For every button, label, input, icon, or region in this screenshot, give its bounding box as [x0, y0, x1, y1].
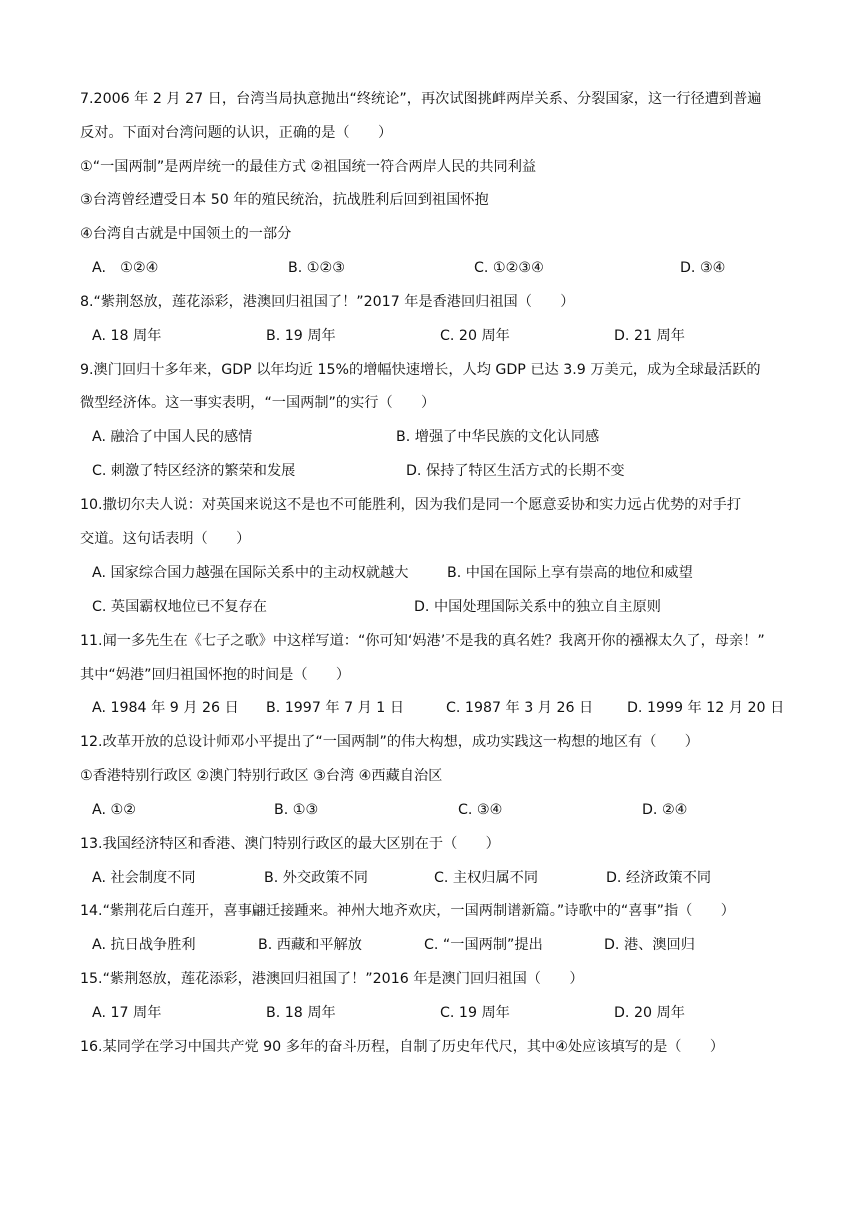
question-8-stem: 8.“紫荆怒放，莲花添彩，港澳回归祖国了！”2017 年是香港回归祖国（ ） [80, 294, 575, 310]
question-9-option-c: C. 刺激了特区经济的繁荣和发展 [92, 463, 296, 479]
question-10-stem-line-1: 10.撒切尔夫人说：对英国来说这不是也不可能胜利，因为我们是同一个愿意妥协和实力远占优势的对手打 [80, 497, 742, 513]
question-16-stem: 16.某同学在学习中国共产党 90 多年的奋斗历程，自制了历史年代尺，其中④处应该填写的是（ ） [80, 1039, 725, 1055]
question-13-option-c: C. 主权归属不同 [434, 870, 539, 886]
question-7-option-b: B. ①②③ [288, 260, 345, 276]
question-13-option-b: B. 外交政策不同 [264, 870, 368, 886]
question-14-option-b: B. 西藏和平解放 [258, 937, 362, 953]
question-12-stem: 12.改革开放的总设计师邓小平提出了“一国两制”的伟大构想，成功实践这一构想的地区有（ ） [80, 734, 699, 750]
question-15-option-d: D. 20 周年 [614, 1005, 685, 1021]
question-14-stem: 14.“紫荆花后白莲开，喜事翩迁接踵来。神州大地齐欢庆，一国两制谱新篇。”诗歌中的“喜事”指（ ） [80, 903, 735, 919]
question-13-option-a: A. 社会制度不同 [92, 870, 196, 886]
question-7-option-a: A. ①②④ [92, 260, 159, 276]
question-12-option-a: A. ①② [92, 802, 136, 818]
question-15-option-b: B. 18 周年 [266, 1005, 336, 1021]
question-12-option-c: C. ③④ [458, 802, 503, 818]
question-7-item-2: ③台湾曾经遭受日本 50 年的殖民统治，抗战胜利后回到祖国怀抱 [80, 192, 489, 208]
question-11-option-c: C. 1987 年 3 月 26 日 [446, 700, 594, 716]
question-14-option-a: A. 抗日战争胜利 [92, 937, 196, 953]
question-7-option-c: C. ①②③④ [474, 260, 544, 276]
question-8-option-d: D. 21 周年 [614, 328, 685, 344]
question-10-stem-line-2: 交道。这句话表明（ ） [80, 531, 251, 547]
question-8-option-b: B. 19 周年 [266, 328, 336, 344]
question-11-option-a: A. 1984 年 9 月 26 日 [92, 700, 239, 716]
question-7-item-1: ①“一国两制”是两岸统一的最佳方式 ②祖国统一符合两岸人民的共同利益 [80, 159, 537, 175]
question-9-option-b: B. 增强了中华民族的文化认同感 [396, 429, 600, 445]
question-11-option-d: D. 1999 年 12 月 20 日 [627, 700, 785, 716]
question-10-option-d: D. 中国处理国际关系中的独立自主原则 [414, 599, 661, 615]
question-8-option-a: A. 18 周年 [92, 328, 162, 344]
question-11-option-b: B. 1997 年 7 月 1 日 [266, 700, 405, 716]
question-12-option-b: B. ①③ [274, 802, 319, 818]
question-15-option-a: A. 17 周年 [92, 1005, 162, 1021]
question-7-stem-line-1: 7.2006 年 2 月 27 日，台湾当局执意抛出“终统论”，再次试图挑衅两岸关系、分裂国家，这一行径遭到普遍 [80, 91, 762, 107]
question-9-option-d: D. 保持了特区生活方式的长期不变 [406, 463, 625, 479]
question-9-stem-line-1: 9.澳门回归十多年来，GDP 以年均近 15%的增幅快速增长，人均 GDP 已达 3.9 万美元，成为全球最活跃的 [80, 362, 761, 378]
question-10-option-b: B. 中国在国际上享有崇高的地位和威望 [447, 565, 693, 581]
question-15-option-c: C. 19 周年 [440, 1005, 510, 1021]
question-11-stem-line-2: 其中“妈港”回归祖国怀抱的时间是（ ） [80, 667, 351, 683]
question-10-option-c: C. 英国霸权地位已不复存在 [92, 599, 267, 615]
question-15-stem: 15.“紫荆怒放，莲花添彩，港澳回归祖国了！”2016 年是澳门回归祖国（ ） [80, 971, 584, 987]
question-7-option-d: D. ③④ [680, 260, 726, 276]
question-7-stem-line-2: 反对。下面对台湾问题的认识，正确的是（ ） [80, 125, 393, 141]
question-9-option-a: A. 融洽了中国人民的感情 [92, 429, 253, 445]
question-13-option-d: D. 经济政策不同 [606, 870, 712, 886]
question-9-stem-line-2: 微型经济体。这一事实表明，“一国两制”的实行（ ） [80, 395, 436, 411]
question-11-stem-line-1: 11.闻一多先生在《七子之歌》中这样写道：“你可知‘妈港’不是我的真名姓？我离开你的襁褓太久了，母亲！” [80, 633, 765, 649]
question-7-item-3: ④台湾自古就是中国领土的一部分 [80, 226, 292, 242]
question-10-option-a: A. 国家综合国力越强在国际关系中的主动权就越大 [92, 565, 409, 581]
question-14-option-c: C. “一国两制”提出 [424, 937, 543, 953]
question-13-stem: 13.我国经济特区和香港、澳门特别行政区的最大区别在于（ ） [80, 836, 500, 852]
question-12-option-d: D. ②④ [642, 802, 688, 818]
question-12-items: ①香港特别行政区 ②澳门特别行政区 ③台湾 ④西藏自治区 [80, 768, 443, 784]
question-8-option-c: C. 20 周年 [440, 328, 510, 344]
question-14-option-d: D. 港、澳回归 [604, 937, 695, 953]
